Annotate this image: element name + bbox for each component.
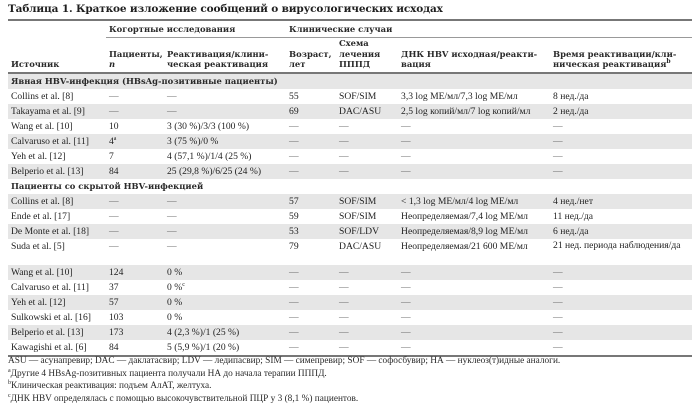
col-header-patients [106, 38, 164, 73]
cell-patients-value: 103 [109, 311, 124, 323]
cell-dna [398, 239, 550, 265]
cell-scheme-value: — [339, 165, 349, 177]
table-row [8, 295, 692, 310]
cell-reactivation [164, 280, 286, 295]
cell-dna [398, 265, 550, 280]
cell-scheme-value: — [339, 266, 349, 278]
cell-patients-value: 84 [109, 341, 119, 353]
cell-dna-value: — [401, 135, 411, 147]
cell-reactivation-value: 0 % [167, 296, 183, 308]
footnote-a-text: Другие 4 HBsAg-позитивных пациента получали НА до начала терапии ПППД. [10, 368, 327, 379]
cell-source [8, 134, 106, 149]
cell-dna [398, 164, 550, 179]
cell-dna-value: — [401, 281, 411, 293]
cell-scheme [336, 104, 398, 119]
cell-patients-value: 4 [109, 135, 114, 147]
cell-patients [106, 149, 164, 164]
cell-age [286, 194, 336, 209]
cell-time [550, 239, 692, 265]
cell-reactivation-value: — [167, 240, 177, 252]
cell-source [8, 310, 106, 325]
cell-reactivation [164, 295, 286, 310]
cell-time [550, 149, 692, 164]
cell-reactivation [164, 209, 286, 224]
cell-patients-value: — [109, 210, 119, 222]
table-row [8, 325, 692, 340]
footnote-c-mark: c [8, 392, 11, 399]
cell-age [286, 209, 336, 224]
cell-scheme-value: SOF/SIM [339, 210, 377, 222]
footnotes [8, 355, 698, 405]
cell-dna-value: Неопределяемая/8,9 log МЕ/мл [401, 225, 528, 237]
cell-time [550, 209, 692, 224]
col-header-time [550, 38, 692, 73]
table-row [8, 194, 692, 209]
cell-scheme [336, 194, 398, 209]
cell-scheme-value: — [339, 120, 349, 132]
cell-patients-value: 10 [109, 120, 119, 132]
cell-age [286, 119, 336, 134]
cell-dna-value: — [401, 165, 411, 177]
section-header-row [8, 73, 692, 89]
cell-reactivation [164, 89, 286, 104]
cell-scheme-value: SOF/SIM [339, 195, 377, 207]
column-group-row [8, 20, 692, 38]
cell-patients-value: — [109, 195, 119, 207]
table-row [8, 134, 692, 149]
cell-time [550, 310, 692, 325]
table-row [8, 149, 692, 164]
col-header-reactivation: Реактивация/клиническая реактивация [164, 38, 286, 73]
cell-source-value: Belperio et al. [13] [11, 326, 84, 338]
cell-source [8, 280, 106, 295]
cell-source-value: Calvaruso et al. [11] [11, 135, 89, 147]
cell-patients [106, 280, 164, 295]
cell-dna [398, 209, 550, 224]
cell-reactivation-value: 5 (5,9 %)/1 (20 %) [167, 341, 240, 353]
cell-reactivation-value: 3 (75 %)/0 % [167, 135, 219, 147]
cell-age [286, 295, 336, 310]
footnote-mark-b: b [666, 58, 671, 66]
cell-patients [106, 295, 164, 310]
cell-dna [398, 340, 550, 356]
cell-reactivation-value: 4 (57,1 %)/1/4 (25 %) [167, 150, 252, 162]
cell-dna-value: — [401, 326, 411, 338]
table-row [8, 119, 692, 134]
cell-dna-value: < 1,3 log МЕ/мл/4 log МЕ/мл [401, 195, 519, 207]
cell-age [286, 164, 336, 179]
cell-time [550, 295, 692, 310]
cell-source [8, 265, 106, 280]
cell-scheme [336, 119, 398, 134]
cell-patients-value: 37 [109, 281, 119, 293]
cell-scheme-value: — [339, 281, 349, 293]
cell-time [550, 340, 692, 356]
cell-source [8, 295, 106, 310]
group-header-cohort: Когортные исследования [106, 20, 286, 38]
footnote-a [8, 368, 698, 381]
cell-reactivation [164, 265, 286, 280]
cell-patients [106, 310, 164, 325]
cell-age-value: 53 [289, 225, 299, 237]
cell-time-value: — [553, 281, 563, 293]
cell-time-value: — [553, 165, 563, 177]
cell-patients [106, 340, 164, 356]
cell-scheme-value: — [339, 326, 349, 338]
cell-patients [106, 209, 164, 224]
cell-dna [398, 224, 550, 239]
cell-scheme [336, 89, 398, 104]
cell-age-value: — [289, 341, 299, 353]
col-header-patients-n: n [109, 59, 116, 69]
cell-dna [398, 325, 550, 340]
col-header-source: Источник [8, 38, 106, 73]
cell-time-value: — [553, 135, 563, 147]
cell-scheme-value: — [339, 296, 349, 308]
cell-scheme [336, 134, 398, 149]
cell-source-value: Collins et al. [8] [11, 195, 74, 207]
table-row [8, 340, 692, 356]
col-header-age: Возраст, лет [286, 38, 336, 73]
cell-dna-value: 2,5 log копий/мл/7 log копий/мл [401, 105, 531, 117]
cell-dna [398, 194, 550, 209]
table-body [8, 73, 692, 356]
cell-age-value: 57 [289, 195, 299, 207]
cell-patients-value: — [109, 105, 119, 117]
cell-dna [398, 310, 550, 325]
cell-reactivation [164, 164, 286, 179]
cell-patients-value: 7 [109, 150, 114, 162]
cell-age [286, 239, 336, 265]
table-row [8, 239, 692, 265]
cell-time-value: 4 нед./нет [553, 195, 594, 207]
cell-time [550, 224, 692, 239]
cell-source [8, 119, 106, 134]
table-row [8, 104, 692, 119]
cell-reactivation-value: — [167, 90, 177, 102]
cell-reactivation [164, 104, 286, 119]
cell-source-value: Wang et al. [10] [11, 120, 73, 132]
cell-reactivation [164, 119, 286, 134]
cell-age-value: — [289, 281, 299, 293]
cell-time [550, 89, 692, 104]
footnote-mark: c [182, 281, 185, 288]
cell-dna-value: — [401, 120, 411, 132]
cell-patients [106, 134, 164, 149]
cell-reactivation-value: 3 (30 %)/3/3 (100 %) [167, 120, 250, 132]
cell-patients-value: — [109, 90, 119, 102]
column-header-row [8, 38, 692, 73]
cell-reactivation [164, 239, 286, 265]
footnote-b-mark: b [8, 380, 11, 387]
cell-source-value: De Monte et al. [18] [11, 225, 90, 237]
cell-dna [398, 89, 550, 104]
cell-scheme [336, 310, 398, 325]
cell-source [8, 194, 106, 209]
cell-dna-value: Неопределяемая/7,4 log МЕ/мл [401, 210, 528, 222]
cell-scheme-value: DAC/ASU [339, 105, 382, 117]
cell-patients [106, 224, 164, 239]
footnote-c [8, 393, 698, 406]
cell-age-value: 59 [289, 210, 299, 222]
cell-patients-value: 173 [109, 326, 124, 338]
cell-patients [106, 104, 164, 119]
cell-scheme [336, 164, 398, 179]
footnote-c-text: ДНК HBV определялась с помощью высокочувствительной ПЦР у 3 (8,1 %) пациентов. [10, 393, 359, 404]
cell-scheme-value: — [339, 150, 349, 162]
cell-age-value: — [289, 135, 299, 147]
cell-source-value: Collins et al. [8] [11, 90, 74, 102]
cell-age [286, 104, 336, 119]
footnote-a-mark: a [8, 367, 11, 374]
cell-reactivation-value: 25 (29,8 %)/6/25 (24 %) [167, 165, 262, 177]
cell-time-value: 8 нед./да [553, 90, 589, 102]
section-header-row [8, 179, 692, 194]
cell-scheme [336, 325, 398, 340]
table-row [8, 310, 692, 325]
cell-age-value: — [289, 165, 299, 177]
cell-time-value: — [553, 120, 563, 132]
col-header-dna: ДНК HBV исходная/реактивация [398, 38, 550, 73]
cell-scheme-value: DAC/ASU [339, 240, 382, 252]
cell-time-value: — [553, 296, 563, 308]
cell-patients-value: 124 [109, 266, 124, 278]
cell-time-value: — [553, 326, 563, 338]
cell-dna-value: 3,3 log МЕ/мл/7,3 log МЕ/мл [401, 90, 518, 102]
cell-source [8, 164, 106, 179]
section-title: Пациенты со скрытой HBV-инфекцией [11, 180, 204, 191]
cell-dna [398, 119, 550, 134]
table-row [8, 89, 692, 104]
cell-age [286, 134, 336, 149]
cell-reactivation [164, 340, 286, 356]
cell-time-value: 2 нед./да [553, 105, 589, 117]
cell-dna-value: — [401, 266, 411, 278]
table-row [8, 224, 692, 239]
footnote-b [8, 380, 698, 393]
table-row [8, 209, 692, 224]
cell-age [286, 280, 336, 295]
cell-patients-value: — [109, 240, 119, 252]
cell-scheme [336, 209, 398, 224]
col-header-time-label: Время реактивации/клиническая реактивация [553, 48, 677, 69]
cell-age [286, 325, 336, 340]
cell-dna [398, 280, 550, 295]
cell-age-value: — [289, 326, 299, 338]
cell-time [550, 325, 692, 340]
col-header-patients-label: Пациенты, [109, 48, 163, 59]
cell-scheme [336, 224, 398, 239]
cell-source-value: Kawagishi et al. [6] [11, 341, 87, 353]
cell-age-value: — [289, 120, 299, 132]
cell-source-value: Calvaruso et al. [11] [11, 281, 89, 293]
cell-time-value: 21 нед. периода наблюдения/да [553, 239, 681, 251]
table-row [8, 164, 692, 179]
cell-source-value: Sulkowski et al. [16] [11, 311, 91, 323]
cell-source [8, 325, 106, 340]
cell-patients [106, 119, 164, 134]
section-title: Явная HBV-инфекция (HBsAg-позитивные пациенты) [8, 73, 692, 89]
cell-patients [106, 325, 164, 340]
cell-age-value: — [289, 311, 299, 323]
cell-source-value: Belperio et al. [13] [11, 165, 84, 177]
cell-source [8, 340, 106, 356]
cell-reactivation [164, 194, 286, 209]
table-caption: Таблица 1. Краткое изложение сообщений о вирусологических исходах [8, 3, 443, 15]
cell-reactivation [164, 149, 286, 164]
cell-scheme [336, 295, 398, 310]
cell-age-value: — [289, 266, 299, 278]
cell-reactivation-value: 0 % [167, 311, 183, 323]
cell-source [8, 149, 106, 164]
cell-age [286, 149, 336, 164]
cell-age-value: 69 [289, 105, 299, 117]
cell-scheme [336, 239, 398, 265]
cell-scheme-value: — [339, 341, 349, 353]
cell-patients [106, 164, 164, 179]
cell-age [286, 310, 336, 325]
cell-scheme-value: SOF/LDV [339, 225, 379, 237]
cell-source [8, 209, 106, 224]
cell-scheme-value: — [339, 135, 349, 147]
cell-source-value: Ende et al. [17] [11, 210, 71, 222]
cell-patients [106, 194, 164, 209]
cell-reactivation-value: — [167, 195, 177, 207]
cell-dna-value: — [401, 150, 411, 162]
cell-dna-value: — [401, 341, 411, 353]
cell-source [8, 104, 106, 119]
cell-patients [106, 239, 164, 265]
cell-dna-value: — [401, 296, 411, 308]
cell-age [286, 340, 336, 356]
cell-time [550, 134, 692, 149]
cell-patients [106, 265, 164, 280]
cell-dna [398, 104, 550, 119]
cell-age-value: 79 [289, 240, 299, 252]
cell-time [550, 265, 692, 280]
cell-time-value: — [553, 311, 563, 323]
cell-time [550, 280, 692, 295]
cell-patients-value: 57 [109, 296, 119, 308]
cell-reactivation [164, 310, 286, 325]
cell-time-value: — [553, 150, 563, 162]
table-row [8, 265, 692, 280]
cell-age-value: — [289, 296, 299, 308]
cell-dna-value: — [401, 311, 411, 323]
cell-scheme [336, 280, 398, 295]
footnote-b-text: Клиническая реактивация: подъем АлАТ, желтуха. [11, 381, 212, 392]
table-row [8, 280, 692, 295]
virology-outcomes-table [8, 19, 692, 357]
group-header-cases: Клинические случаи [286, 20, 692, 38]
cell-reactivation-value: 0 % [167, 266, 183, 278]
cell-source-value: Yeh et al. [12] [11, 296, 66, 308]
cell-source [8, 89, 106, 104]
cell-source [8, 224, 106, 239]
cell-reactivation-value: — [167, 210, 177, 222]
cell-source-value: Takayama et al. [9] [11, 105, 85, 117]
cell-time-value: 6 нед./да [553, 225, 589, 237]
cell-time [550, 104, 692, 119]
cell-source-value: Wang et al. [10] [11, 266, 73, 278]
group-spacer [8, 20, 106, 38]
cell-source [8, 239, 106, 265]
cell-reactivation-value: — [167, 105, 177, 117]
cell-dna-value: Неопределяемая/21 600 МЕ/мл [401, 240, 528, 252]
cell-source-value: Yeh et al. [12] [11, 150, 66, 162]
cell-scheme [336, 149, 398, 164]
cell-age-value: — [289, 150, 299, 162]
cell-scheme-value: SOF/SIM [339, 90, 377, 102]
cell-reactivation-value: — [167, 225, 177, 237]
cell-patients-value: 84 [109, 165, 119, 177]
cell-dna [398, 149, 550, 164]
cell-reactivation-value: 0 % [167, 281, 183, 293]
cell-age [286, 265, 336, 280]
cell-age-value: 55 [289, 90, 299, 102]
footnote-abbreviations: ASU — асунапревир; DAC — даклатасвир; LDV — ледипасвир; SIM — симепревир; SOF — софосбувир; НА — нуклеоз(т)идные аналоги. [8, 356, 561, 366]
cell-dna [398, 134, 550, 149]
cell-source-value: Suda et al. [5] [11, 240, 65, 252]
cell-dna [398, 295, 550, 310]
cell-age [286, 224, 336, 239]
cell-time-value: 11 нед./да [553, 210, 594, 222]
cell-scheme [336, 265, 398, 280]
cell-time [550, 194, 692, 209]
cell-time-value: — [553, 341, 563, 353]
cell-patients-value: — [109, 225, 119, 237]
cell-age [286, 89, 336, 104]
cell-scheme-value: — [339, 311, 349, 323]
footnote-mark: a [113, 135, 117, 142]
cell-time-value: — [553, 266, 563, 278]
cell-reactivation [164, 325, 286, 340]
cell-time [550, 119, 692, 134]
cell-scheme [336, 340, 398, 356]
cell-time [550, 164, 692, 179]
cell-patients [106, 89, 164, 104]
cell-reactivation [164, 134, 286, 149]
col-header-scheme: Схема лечения ПППД [336, 38, 398, 73]
cell-reactivation-value: 4 (2,3 %)/1 (25 %) [167, 326, 240, 338]
cell-reactivation [164, 224, 286, 239]
